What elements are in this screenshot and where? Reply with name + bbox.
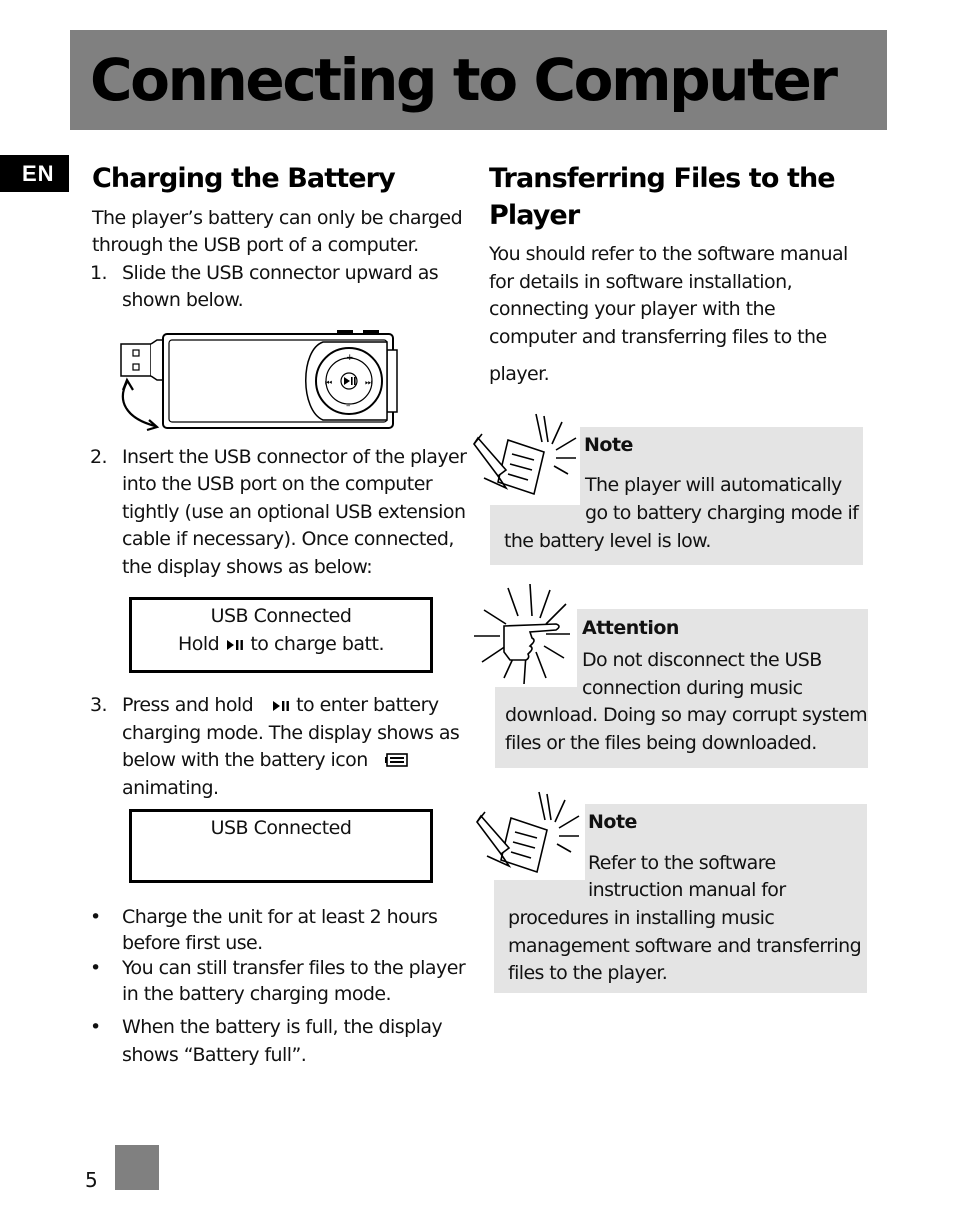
step-2-line-5: the display shows as below: — [122, 556, 373, 578]
note-2-line-4: management software and transferring — [508, 935, 862, 957]
charging-intro-line-2: through the USB port of a computer. — [92, 234, 419, 256]
bullet-2-symbol: • — [90, 957, 101, 979]
note-1-title: Note — [584, 434, 633, 456]
step-1-number: 1. — [90, 262, 108, 284]
transfer-heading-line-2: Player — [489, 200, 580, 231]
attention-line-3: download. Doing so may corrupt system — [505, 704, 868, 726]
note-1-line-3: the battery level is low. — [504, 530, 711, 552]
transfer-intro-line-2: for details in software installation, — [489, 271, 793, 293]
bullet-3-line-1: When the battery is full, the display — [122, 1016, 443, 1038]
transfer-intro-line-5: player. — [489, 363, 550, 385]
bullet-1-line-2: before first use. — [122, 932, 263, 954]
step-2-number: 2. — [90, 446, 108, 468]
svg-text:⏮: ⏮ — [325, 378, 333, 387]
bullet-3-line-2: shows “Battery full”. — [122, 1044, 307, 1066]
svg-text:⏭: ⏭ — [365, 378, 373, 387]
transfer-intro-line-4: computer and transferring files to the — [489, 326, 827, 348]
attention-line-1: Do not disconnect the USB — [582, 649, 822, 671]
display-2-line-1: USB Connected — [210, 817, 352, 839]
note-2-line-5: files to the player. — [508, 962, 668, 984]
bullet-3-symbol: • — [90, 1016, 101, 1038]
attention-line-2: connection during music — [582, 677, 803, 699]
step-3-line-4: animating. — [122, 777, 219, 799]
note-2-line-2: instruction manual for — [588, 879, 786, 901]
bullet-2-line-1: You can still transfer files to the player — [122, 957, 466, 979]
curved-arrow-icon — [123, 380, 157, 430]
step-3-line-2: charging mode. The display shows as — [122, 722, 460, 744]
page-title: Connecting to Computer — [90, 46, 836, 114]
step-3-battery-text: below with the battery icon — [122, 749, 368, 771]
step-2-line-4: cable if necessary). Once connected, — [122, 528, 454, 550]
attention-title: Attention — [582, 617, 679, 639]
transfer-intro-line-1: You should refer to the software manual — [489, 243, 848, 265]
player-device-icon — [163, 330, 397, 428]
usb-connected-display-2 — [129, 809, 433, 883]
display-1-charge-text: to charge batt. — [250, 633, 384, 655]
step-2-line-2: into the USB port on the computer — [122, 473, 433, 495]
attention-line-4: files or the files being downloaded. — [505, 732, 817, 754]
page-marker — [115, 1145, 159, 1190]
player-device-illustration — [115, 330, 405, 432]
charging-heading: Charging the Battery — [92, 163, 395, 194]
svg-text:–: – — [346, 401, 351, 411]
step-3-press-text: Press and hold — [122, 694, 254, 716]
step-1-line-2: shown below. — [122, 289, 244, 311]
step-1-line-1: Slide the USB connector upward as — [122, 262, 439, 284]
usb-connected-display-1 — [129, 597, 433, 673]
note-2-title: Note — [588, 811, 637, 833]
note-pen-icon — [472, 412, 582, 502]
step-3-line-3 — [122, 747, 467, 775]
note-1-line-1: The player will automatically — [585, 474, 842, 496]
battery-icon — [373, 752, 413, 768]
play-pause-icon — [259, 699, 291, 713]
bullet-2-line-2: in the battery charging mode. — [122, 983, 392, 1005]
step-3-enter-text: to enter battery — [296, 694, 439, 716]
step-3-line-1 — [122, 692, 467, 720]
note-2-line-3: procedures in installing music — [508, 907, 775, 929]
display-1-hold-text: Hold — [177, 633, 220, 655]
display-1-line-2 — [132, 630, 430, 658]
language-tab: EN — [0, 155, 69, 192]
charging-intro-line-1: The player’s battery can only be charged — [92, 207, 463, 229]
note-pen-icon — [475, 790, 585, 880]
usb-connector-icon — [121, 340, 163, 380]
transfer-heading-line-1: Transferring Files to the — [489, 163, 835, 194]
display-1-line-1: USB Connected — [210, 605, 352, 627]
page-number: 5 — [85, 1168, 98, 1192]
pointing-hand-icon — [470, 580, 580, 690]
note-2-line-1: Refer to the software — [588, 852, 776, 874]
svg-text:+: + — [346, 353, 354, 363]
transfer-intro-line-3: connecting your player with the — [489, 298, 776, 320]
step-3-number: 3. — [90, 694, 108, 716]
step-2-line-1: Insert the USB connector of the player — [122, 446, 467, 468]
play-pause-icon — [225, 638, 245, 652]
step-2-line-3: tightly (use an optional USB extension — [122, 501, 466, 523]
bullet-1-line-1: Charge the unit for at least 2 hours — [122, 906, 438, 928]
bullet-1-symbol: • — [90, 906, 101, 928]
note-1-line-2: go to battery charging mode if — [585, 502, 859, 524]
